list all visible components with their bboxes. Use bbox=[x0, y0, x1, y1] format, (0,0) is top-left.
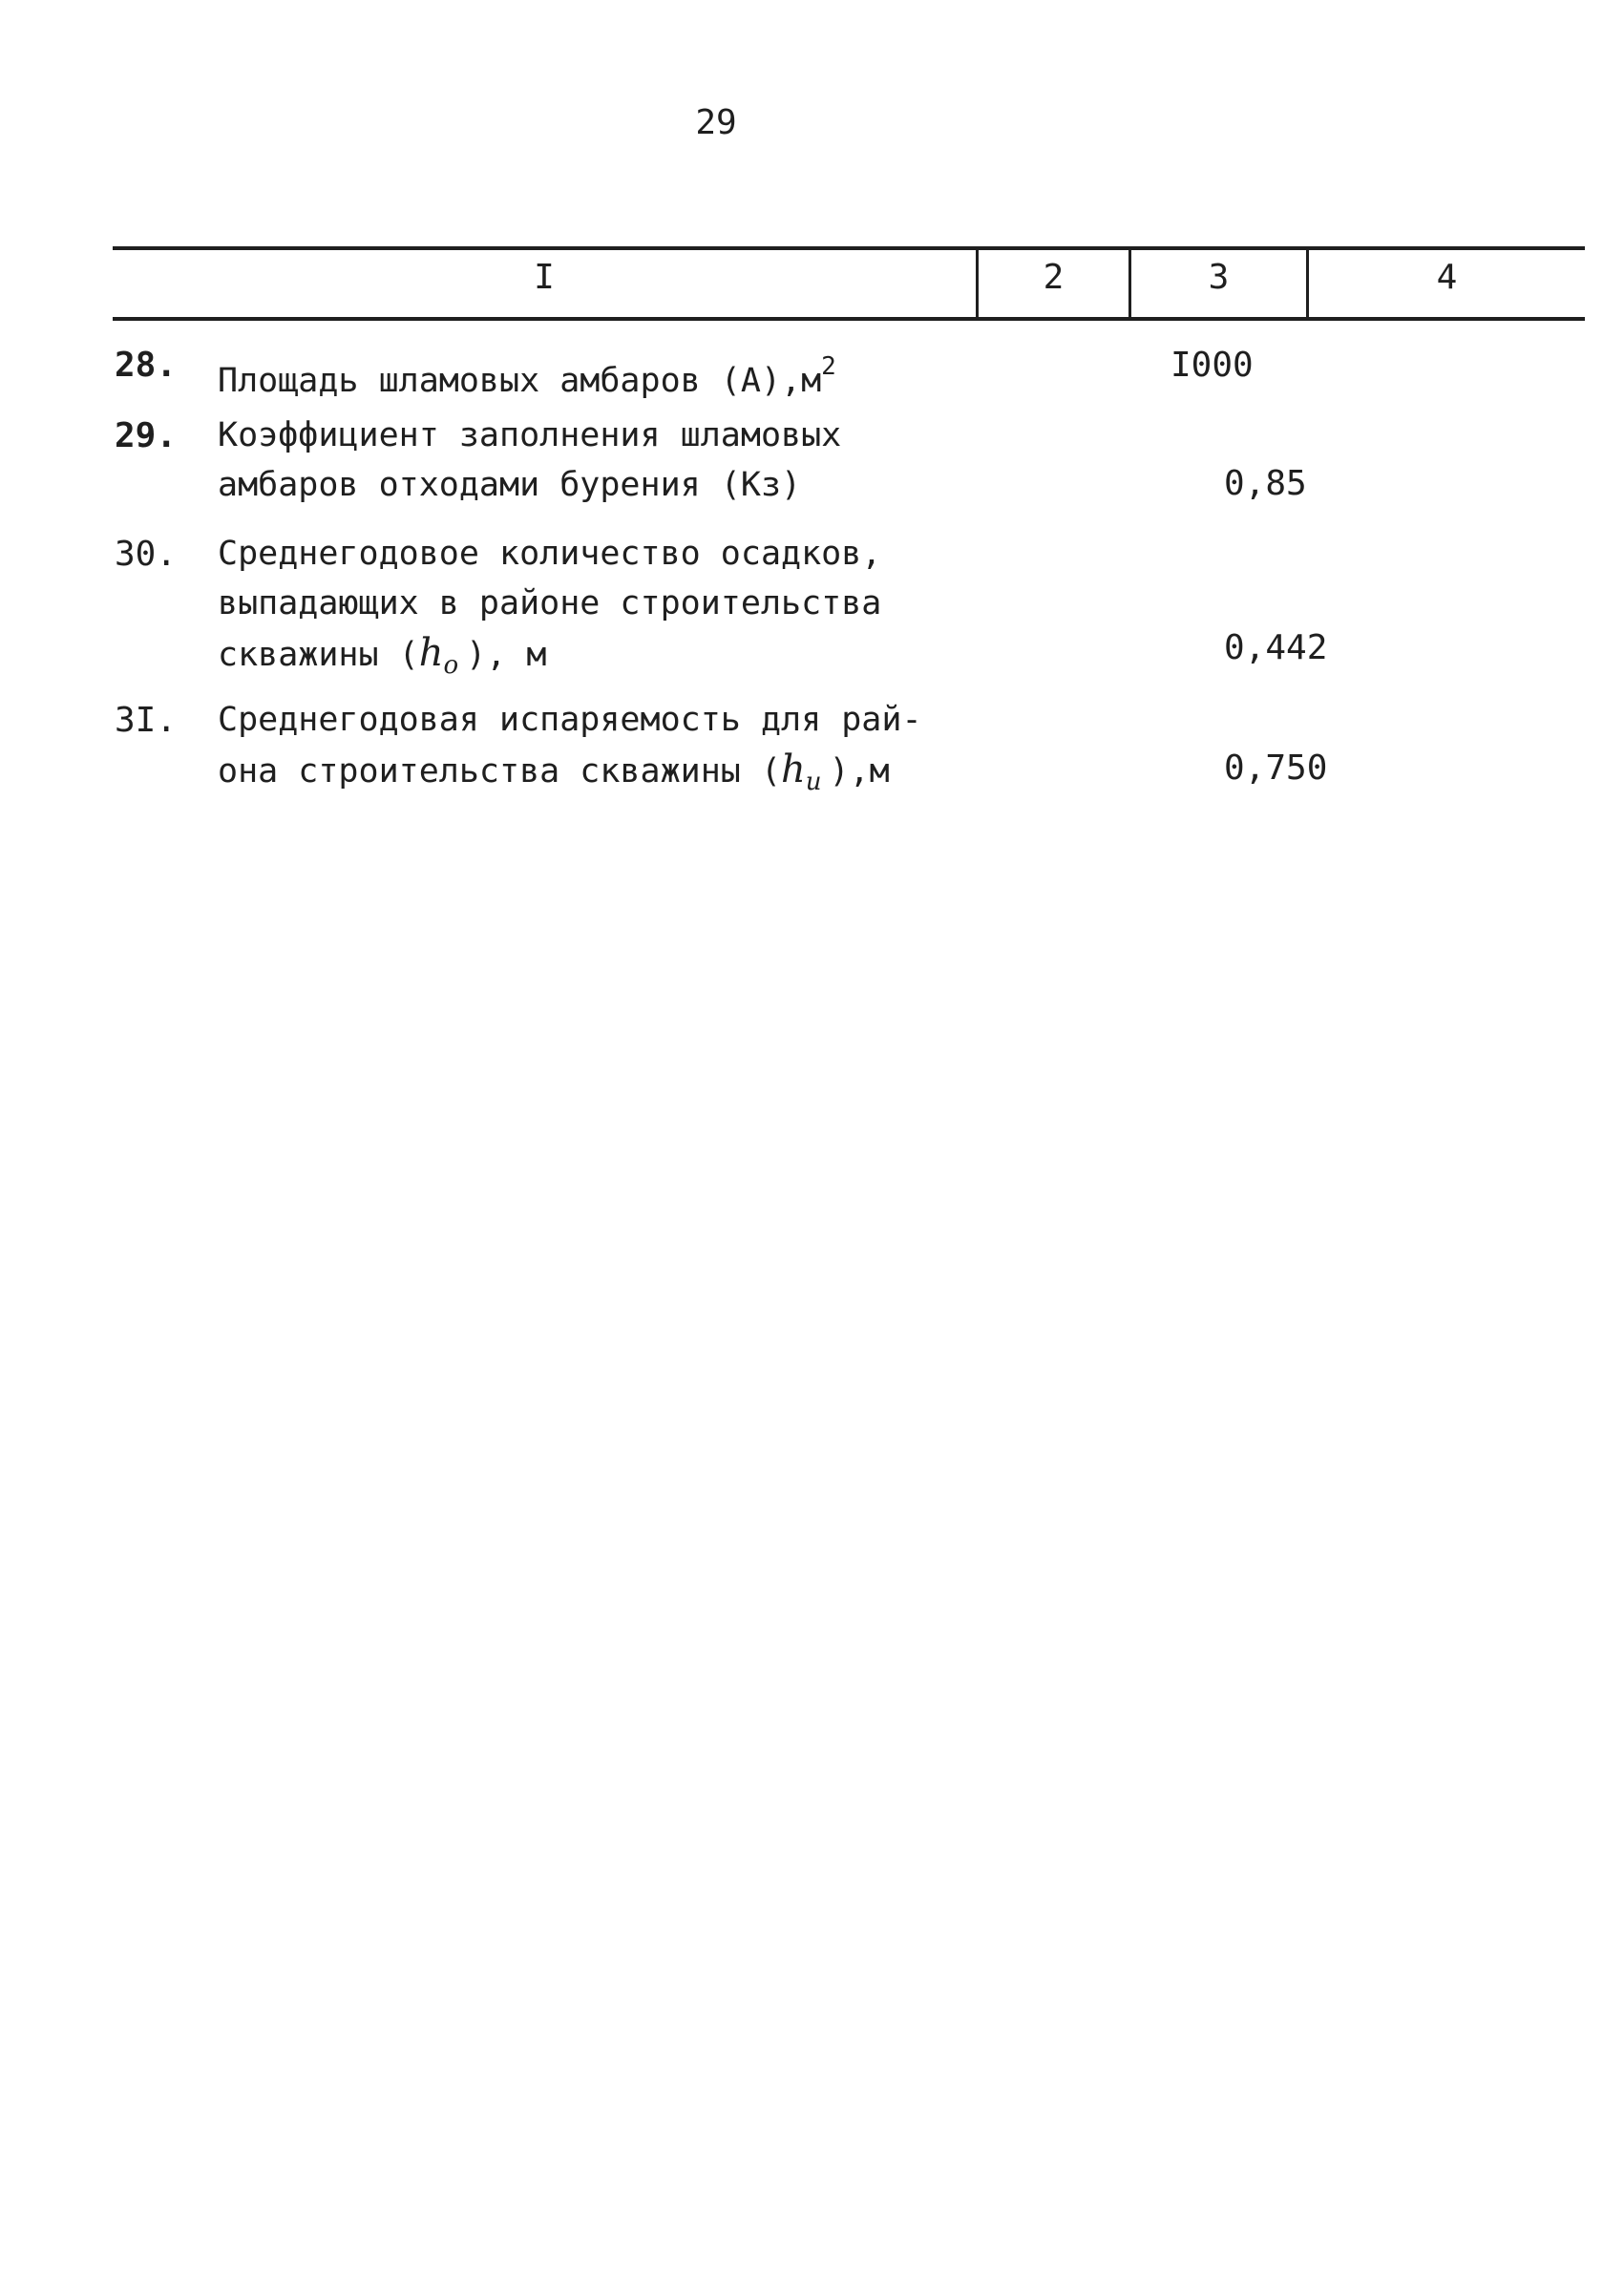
row-text-29-line-2: амбаров отходами бурения (Кз) bbox=[218, 466, 802, 504]
row-text-31-tail: ),м bbox=[829, 752, 890, 791]
row-text-30-line-3-start: скважины ( bbox=[218, 636, 419, 674]
page-number: 29 bbox=[695, 103, 737, 142]
row-value-29: 0,85 bbox=[1224, 464, 1307, 503]
evaporation-symbol: h bbox=[781, 748, 806, 791]
row-value-31: 0,750 bbox=[1224, 748, 1328, 788]
row-number-28: 28. bbox=[115, 346, 178, 385]
row-text-30-line-2: выпадающих в районе строительства bbox=[218, 584, 882, 622]
row-number-31: 3I. bbox=[115, 701, 178, 740]
row-text-30-line-1: Среднегодовое количество осадков, bbox=[218, 535, 882, 573]
row-number-30: 30. bbox=[115, 535, 178, 574]
row-text-31-line-1: Среднегодовая испаряемость для рай- bbox=[218, 701, 922, 739]
row-text-28 bbox=[218, 342, 836, 406]
row-text-29 bbox=[218, 411, 841, 510]
row-number-29: 29. bbox=[115, 416, 178, 455]
precipitation-symbol: h bbox=[418, 631, 444, 675]
row-text-30-line-3 bbox=[218, 628, 881, 690]
column-header-1: I bbox=[534, 258, 555, 297]
precipitation-symbol-subscript: o bbox=[443, 651, 459, 680]
table-top-rule bbox=[113, 246, 1585, 250]
unit-superscript: 2 bbox=[821, 352, 836, 381]
table-header-bottom-rule bbox=[113, 317, 1585, 321]
row-text-31-line-2 bbox=[218, 745, 922, 807]
evaporation-symbol-subscript: и bbox=[805, 768, 822, 796]
row-text-31 bbox=[218, 695, 922, 807]
row-text-30 bbox=[218, 529, 881, 690]
row-text-29-line-1: Коэффициент заполнения шламовых bbox=[218, 416, 842, 454]
column-header-4: 4 bbox=[1436, 258, 1458, 297]
row-text-30-tail: ), м bbox=[466, 636, 547, 674]
row-value-28: I000 bbox=[1171, 346, 1254, 385]
row-text-28-line-1: Площадь шламовых амбаров (А),м bbox=[218, 362, 822, 400]
column-header-3: 3 bbox=[1208, 258, 1230, 297]
column-header-2: 2 bbox=[1043, 258, 1065, 297]
row-text-31-line-2-start: она строительства скважины ( bbox=[218, 752, 782, 791]
row-value-30: 0,442 bbox=[1224, 628, 1328, 667]
